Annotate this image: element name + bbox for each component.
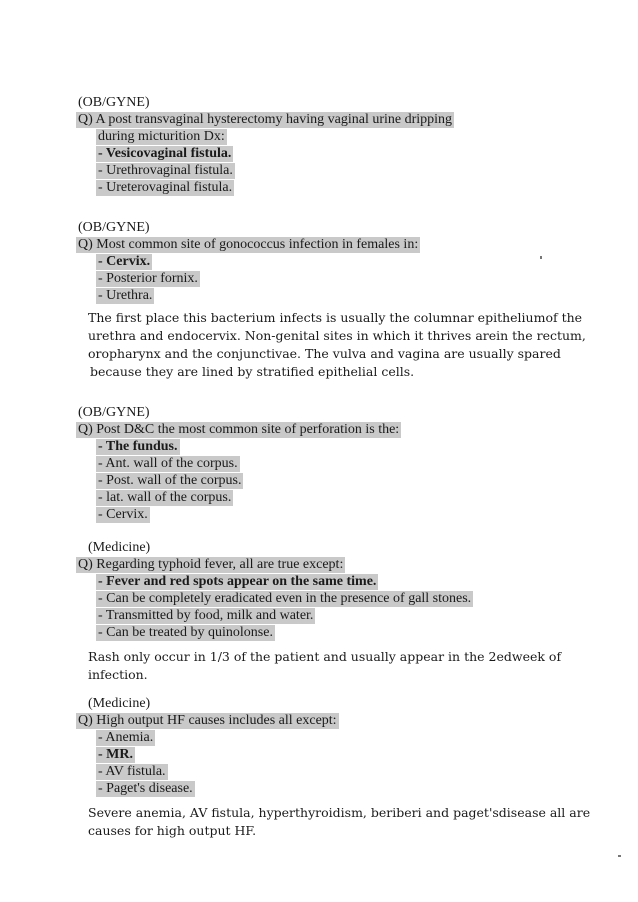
explanation-line: urethra and endocervix. Non-genital sites in which it thrives arein the rectum,	[88, 328, 586, 343]
answer-option: - Urethrovaginal fistula.	[98, 163, 233, 178]
explanation-line: oropharynx and the conjunctivae. The vulva and vagina are usually spared	[88, 346, 561, 361]
scan-speck	[618, 855, 621, 857]
answer-option: - Can be completely eradicated even in the presence of gall stones.	[98, 591, 472, 606]
answer-option-correct: - The fundus.	[98, 439, 178, 454]
question-text: Q) Most common site of gonococcus infection in females in:	[78, 237, 419, 252]
explanation-line: The first place this bacterium infects is usually the columnar epitheliumof the	[88, 310, 583, 325]
explanation-line: causes for high output HF.	[88, 823, 257, 838]
question-text: Q) High output HF causes includes all except:	[78, 713, 337, 728]
answer-option: - Paget's disease.	[98, 781, 193, 796]
answer-option: - Post. wall of the corpus.	[98, 473, 242, 488]
answer-option: - Anemia.	[98, 730, 154, 745]
question-text: Q) Regarding typhoid fever, all are true except:	[78, 557, 344, 572]
category-label: (OB/GYNE)	[78, 220, 150, 235]
explanation-line: infection.	[88, 667, 148, 682]
category-label: (OB/GYNE)	[78, 95, 150, 110]
explanation-line: Rash only occur in 1/3 of the patient and usually appear in the 2edweek of	[88, 649, 562, 664]
category-label: (OB/GYNE)	[78, 405, 150, 420]
answer-option-correct: - Cervix.	[98, 254, 151, 269]
answer-option-correct: - MR.	[98, 747, 133, 762]
answer-option: - Posterior fornix.	[98, 271, 198, 286]
answer-option: - Urethra.	[98, 288, 153, 303]
scan-speck	[540, 256, 542, 259]
question-text-cont: during micturition Dx:	[98, 129, 225, 144]
answer-option-correct: - Vesicovaginal fistula.	[98, 146, 232, 161]
answer-option: - Ant. wall of the corpus.	[98, 456, 238, 471]
explanation-line: because they are lined by stratified epithelial cells.	[90, 364, 415, 379]
question-text: Q) Post D&C the most common site of perforation is the:	[78, 422, 400, 437]
answer-option-correct: - Fever and red spots appear on the same time.	[98, 574, 377, 589]
explanation-line: Severe anemia, AV fistula, hyperthyroidism, beriberi and paget'sdisease all are	[88, 805, 591, 820]
answer-option: - lat. wall of the corpus.	[98, 490, 232, 505]
answer-option: - Can be treated by quinolonse.	[98, 625, 273, 640]
answer-option: - Ureterovaginal fistula.	[98, 180, 233, 195]
answer-option: - AV fistula.	[98, 764, 166, 779]
answer-option: - Cervix.	[98, 507, 148, 522]
category-label: (Medicine)	[88, 696, 151, 711]
question-text: Q) A post transvaginal hysterectomy having vaginal urine dripping	[78, 112, 453, 127]
answer-option: - Transmitted by food, milk and water.	[98, 608, 314, 623]
category-label: (Medicine)	[88, 540, 151, 555]
